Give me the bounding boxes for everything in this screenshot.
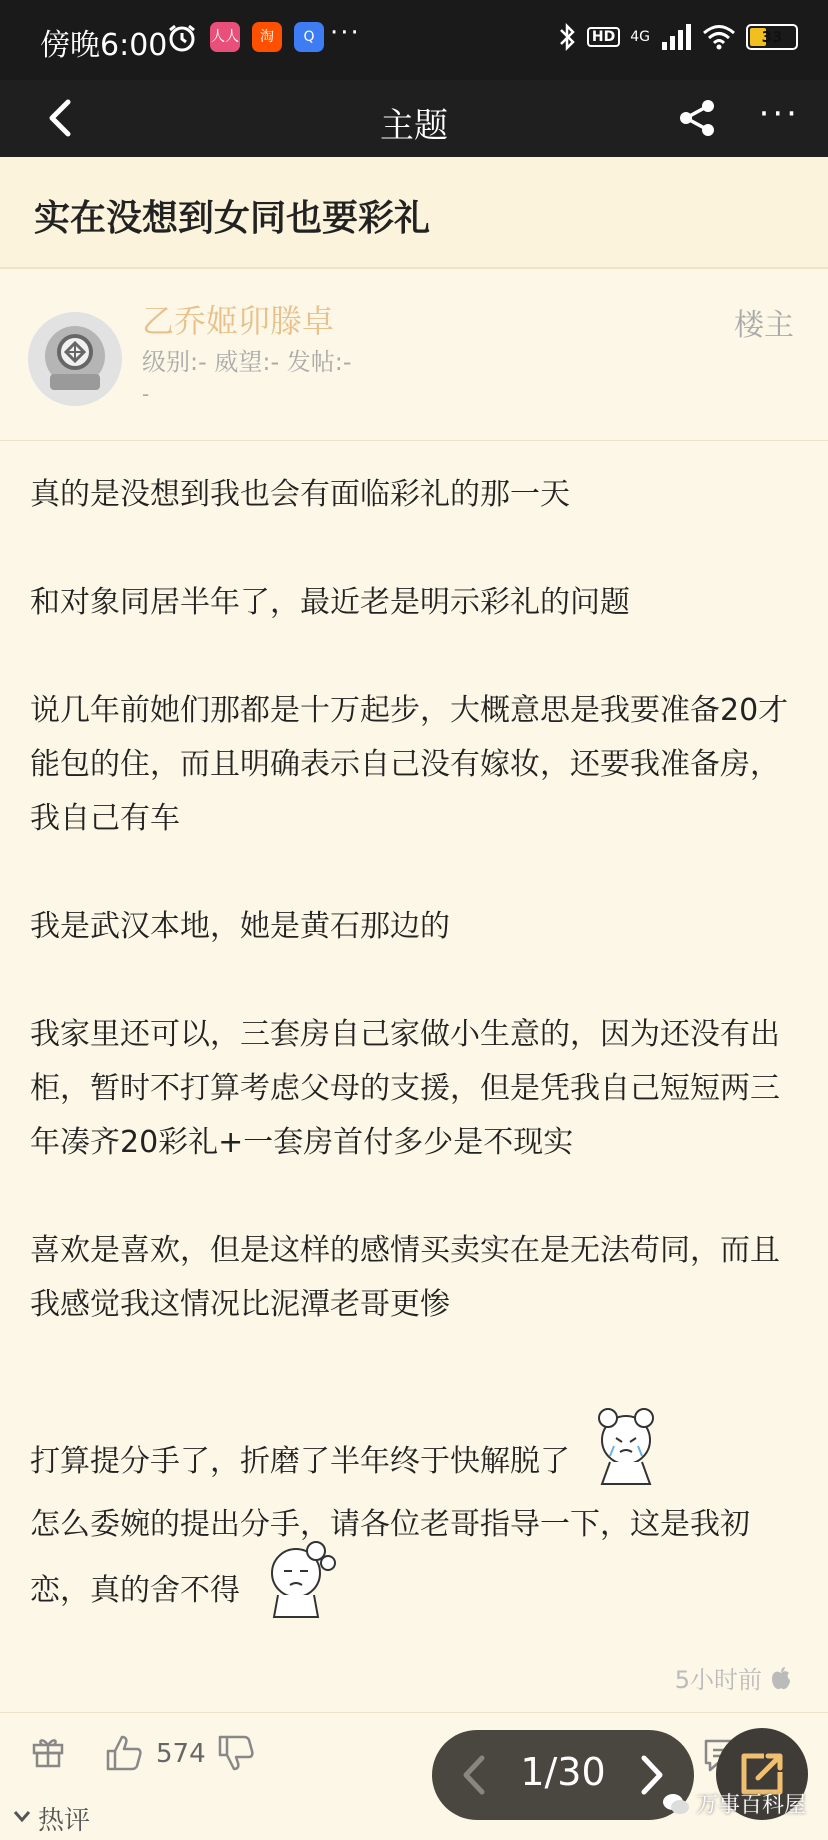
author-stats: 级别:- 威望:- 发帖:-: [142, 348, 352, 376]
hot-comments-label: 热评: [38, 1806, 91, 1836]
page-navigator: [432, 1730, 694, 1820]
author-name[interactable]: 乙乔姬卯滕卓: [142, 302, 335, 340]
op-badge: 楼主: [734, 308, 794, 343]
watermark-label: 万事百科屋: [695, 1793, 806, 1818]
more-menu-button[interactable]: ···: [758, 94, 800, 134]
post-paragraph: 和对象同居半年了，最近老是明示彩礼的问题: [30, 585, 630, 620]
thread-title: 实在没想到女同也要彩礼: [34, 198, 431, 239]
sad-girl-emote-icon: [250, 1531, 342, 1623]
apple-device-icon: [770, 1665, 792, 1691]
battery-icon: 33: [746, 24, 798, 50]
wechat-icon: [662, 1792, 690, 1816]
status-right-icons: [557, 22, 798, 52]
post-paragraph: 我是武汉本地，她是黄石那边的: [30, 909, 450, 944]
post-paragraph: 打算提分手了，折磨了半年终于快解脱了: [30, 1444, 570, 1479]
post-paragraph-with-emote: [30, 1492, 800, 1624]
post-action-bar: [0, 1712, 828, 1793]
post-paragraph: 说几年前她们那都是十万起步，大概意思是我要准备20才能包的住，而且明确表示自己没有嫁妆，还要我准备房，我自己有车: [30, 693, 789, 836]
author-extra: -: [142, 382, 150, 406]
signal-icon: [660, 24, 692, 50]
like-icon[interactable]: [104, 1733, 144, 1773]
dislike-icon[interactable]: [216, 1733, 256, 1773]
thread-title-bar: [0, 157, 828, 269]
bluetooth-icon: [557, 22, 577, 52]
post-time-text: 5小时前: [674, 1666, 762, 1694]
watermark: [662, 1788, 806, 1819]
crying-girl-emote-icon: [580, 1400, 672, 1492]
avatar[interactable]: [28, 312, 122, 406]
post-paragraph: 喜欢是喜欢，但是这样的感情买卖实在是无法苟同，而且我感觉我这情况比泥潭老哥更惨: [30, 1233, 780, 1322]
like-count: 574: [156, 1739, 206, 1769]
app-blue-icon: Q: [294, 22, 324, 52]
post-paragraph: 真的是没想到我也会有面临彩礼的那一天: [30, 477, 570, 512]
status-time: 傍晚6:00: [40, 28, 168, 63]
nav-title: 主题: [380, 106, 448, 146]
post-body: [30, 468, 800, 1624]
nav-bar: [0, 80, 828, 157]
hd-badge: HD: [587, 27, 620, 47]
taobao-icon: 淘: [252, 22, 282, 52]
alarm-icon: [166, 22, 198, 54]
status-more-dots: ···: [330, 18, 361, 48]
status-app-icons: [166, 22, 324, 54]
wifi-icon: [702, 24, 736, 50]
share-icon[interactable]: [676, 96, 720, 140]
network-type: 4G: [630, 29, 650, 45]
author-header: [0, 270, 828, 441]
status-bar: [0, 0, 828, 80]
post-paragraph: 怎么委婉的提出分手，请各位老哥指导一下，这是我初恋，真的舍不得: [30, 1507, 750, 1608]
app-pink-icon: 人人: [210, 22, 240, 52]
post-paragraph-with-emote: [30, 1432, 800, 1492]
page-indicator[interactable]: 1/30: [520, 1750, 606, 1794]
gift-icon[interactable]: [30, 1733, 66, 1769]
chevron-down-icon: [12, 1806, 32, 1826]
post-paragraph: 我家里还可以，三套房自己家做小生意的，因为还没有出柜，暂时不打算考虑父母的支援，但是凭我自己短短两三年凑齐20彩礼+一套房首付多少是不现实: [30, 1017, 780, 1160]
post-timestamp: [675, 1660, 792, 1695]
